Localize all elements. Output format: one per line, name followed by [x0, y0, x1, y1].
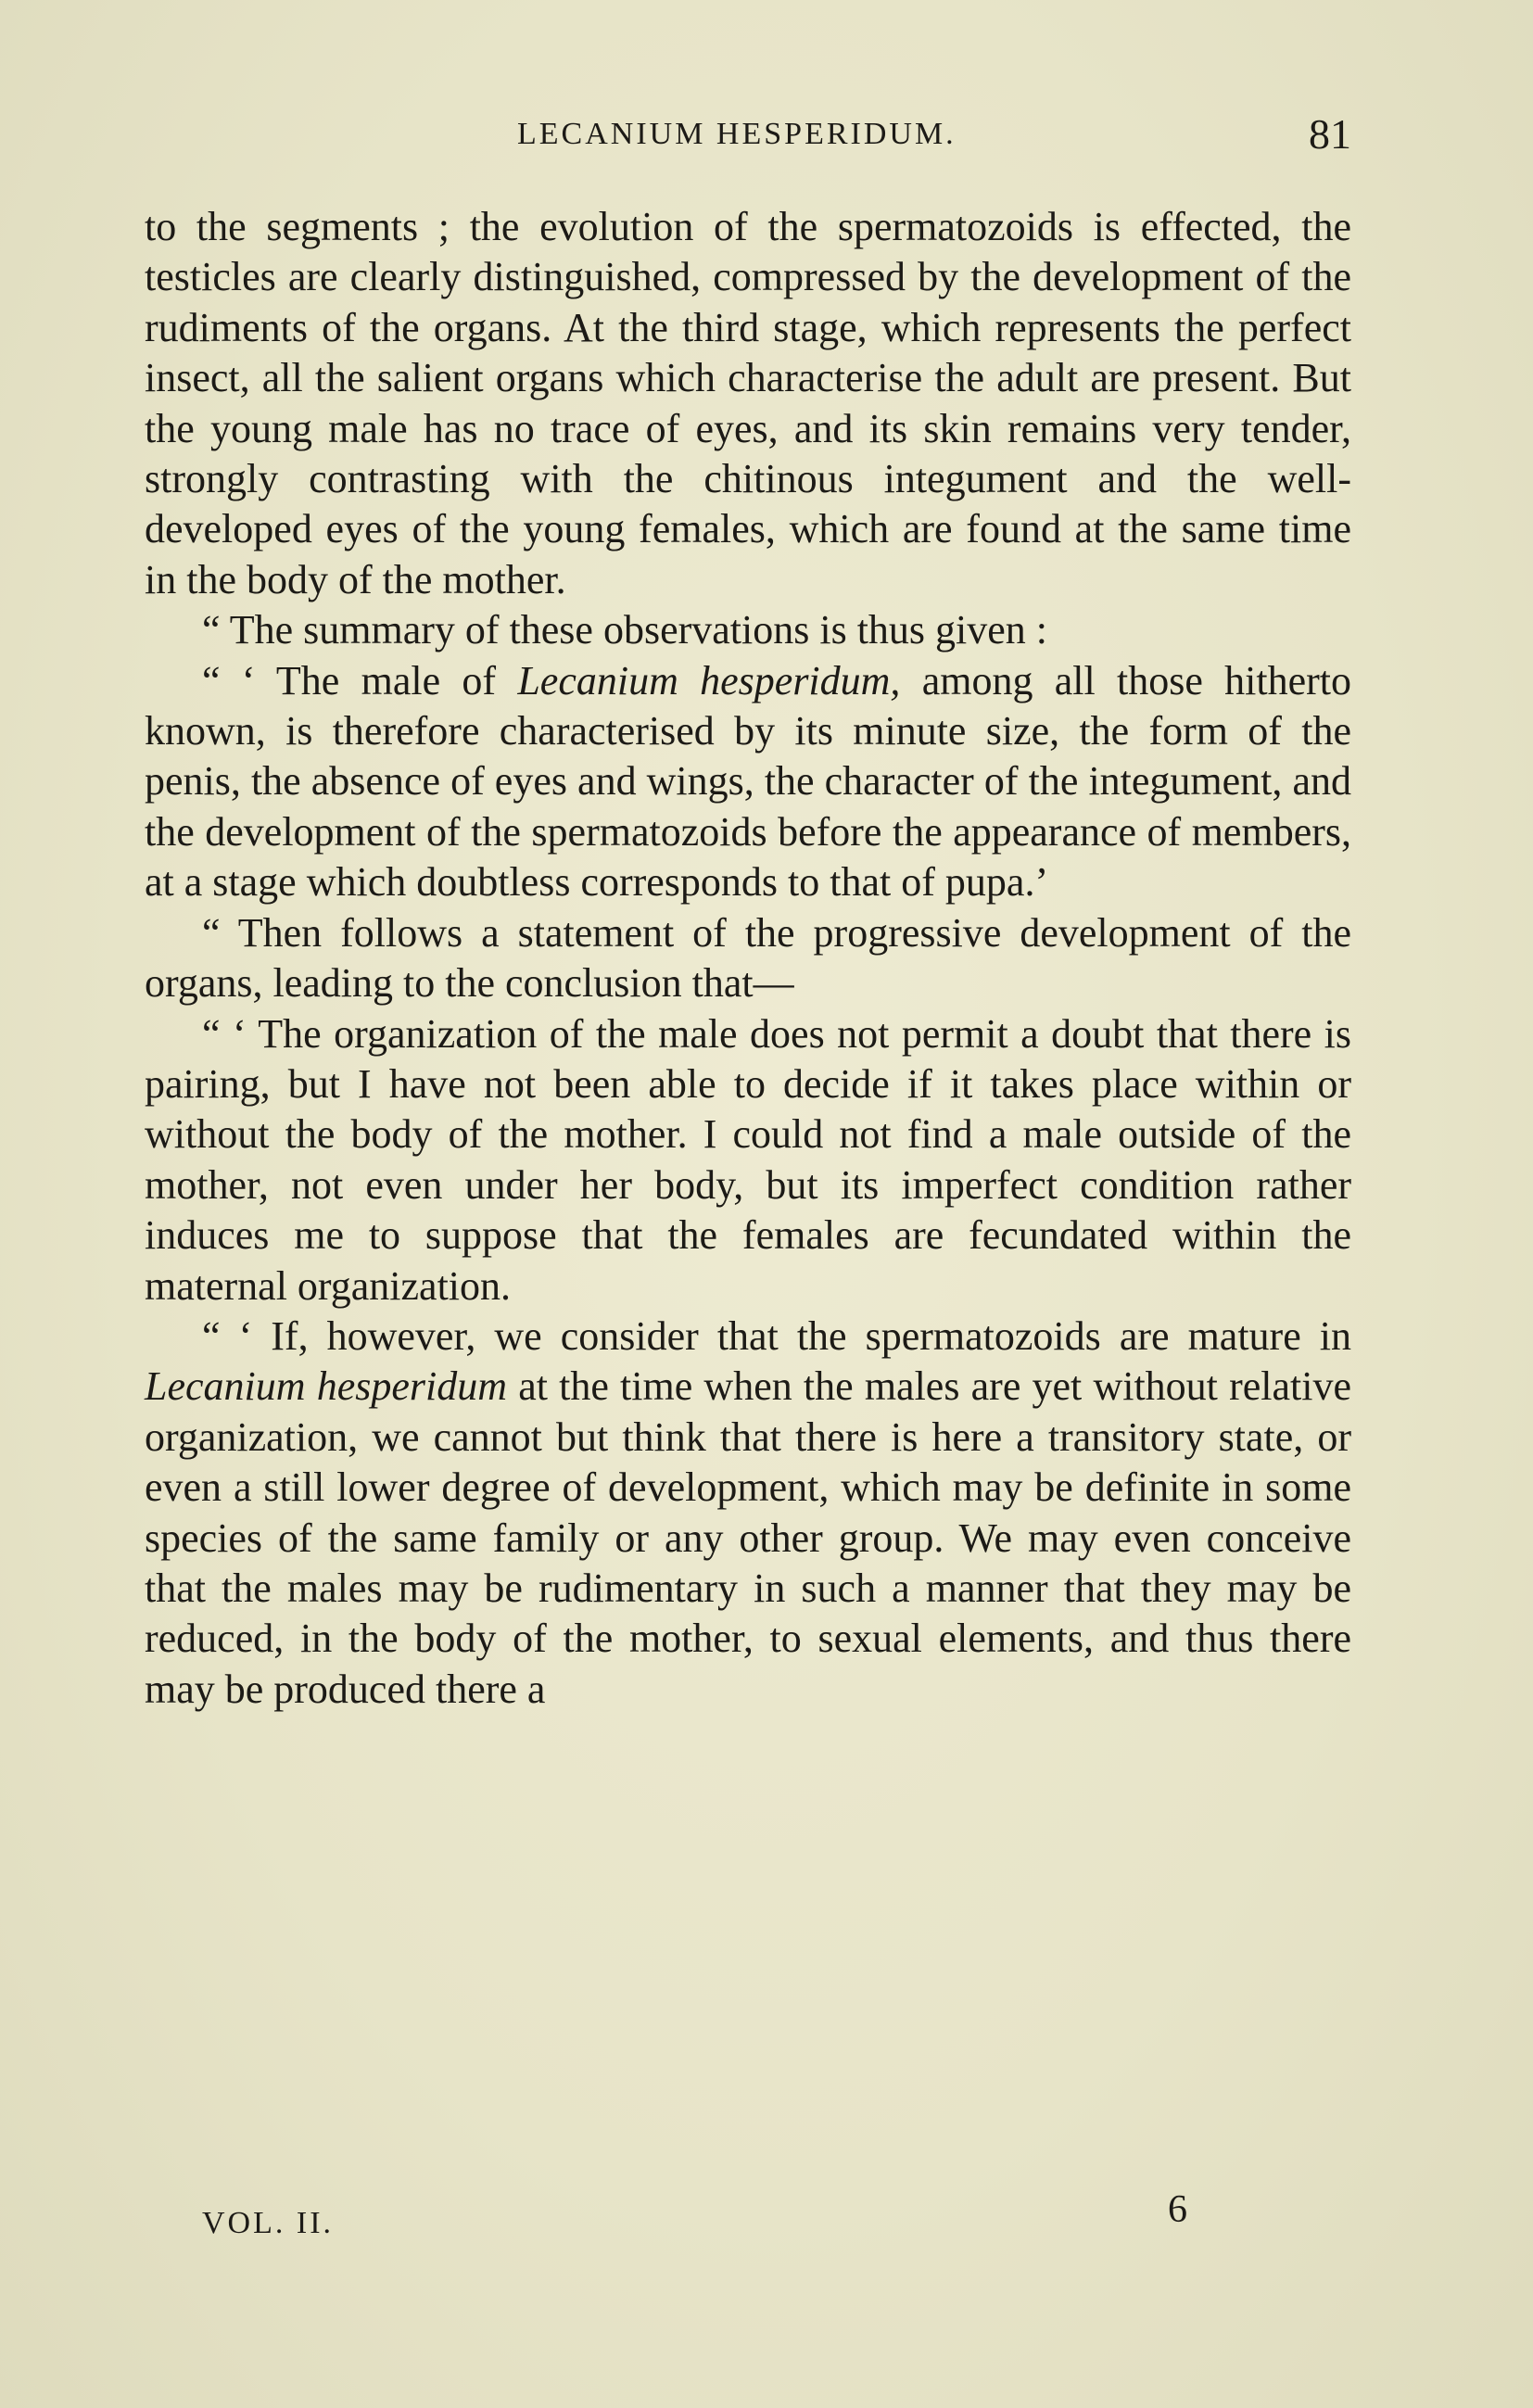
page-number: 81: [1309, 110, 1351, 158]
text-run: at the time when the males are yet without relative organization, we cannot but think that there is here a transitory state, or even a still lower degree of development, which may be definite in some species of the same family or any other group. We may even conceive that the males may be rudimentary in such a manner that they may be reduced, in the body of the mother, to sexual elements, and thus there may be produced there a: [145, 1363, 1351, 1712]
paragraph: [145, 908, 1351, 1009]
paragraph: [145, 656, 1351, 908]
page-footer: [202, 2187, 1222, 2243]
body-text: [145, 202, 1351, 1715]
text-run: among all those hitherto known, is therefore characterised by its minute size, the form of the penis, the absence of eyes and wings, the character of the integument, and the development of the spermatozoids before the appearance of members, at a stage which doubtless corresponds to that of pupa.’: [145, 657, 1351, 906]
running-title: LECANIUM HESPERIDUM.: [517, 117, 957, 151]
italic-species-name: Lecanium hesperidum: [145, 1363, 508, 1410]
text-run: “ ‘ The male of: [202, 657, 518, 703]
paragraph: [145, 1312, 1351, 1715]
volume-signature: VOL. II.: [202, 2206, 335, 2240]
paragraph: [145, 202, 1351, 605]
sheet-number: 6: [1168, 2188, 1187, 2231]
text-run: to the segments ; the evolution of the spermatozoids is effected, the testicles are clearly distinguished, compressed by the development of the rudiments of the organs. At the third stage, which represents the perfect insect, all the salient organs which characterise the adult are present. But the young male has no trace of eyes, and its skin remains very tender, strongly contrasting with the chitinous integument and the well-developed eyes of the young females, which are found at the same time in the body of the mother.: [145, 204, 1351, 602]
text-run: “ ‘ If, however, we consider that the spermatozoids are mature in: [202, 1312, 1351, 1359]
text-run: “ Then follows a statement of the progressive development of the organs, leading to the conclusion that—: [145, 909, 1351, 1007]
paragraph: [145, 1009, 1351, 1312]
running-head: [146, 109, 1351, 165]
text-run: “ ‘ The organization of the male does not permit a doubt that there is pairing, but I have not been able to decide if it takes place within or without the body of the mother. I could not find a male outside of the mother, not even under her body, but its imperfect condition rather induces me to suppose that the females are fecundated within the maternal organization.: [145, 1010, 1351, 1309]
italic-species-name: Lecanium hesperidum,: [517, 657, 901, 703]
text-run: “ The summary of these observations is thus given :: [202, 607, 1048, 653]
paragraph: [145, 605, 1351, 655]
